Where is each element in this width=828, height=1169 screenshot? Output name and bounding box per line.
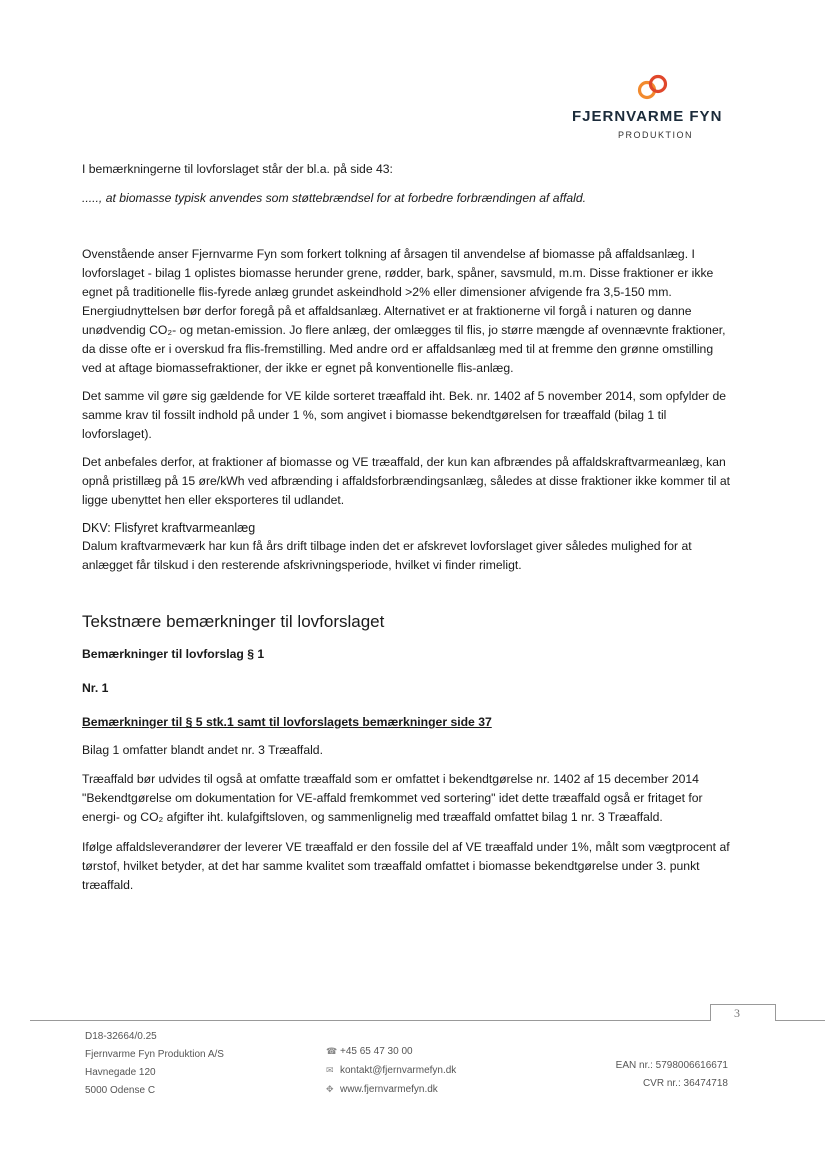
logo-brand: FJERNVARME FYN: [572, 108, 723, 125]
intro-text: I bemærkningerne til lovforslaget står der bl.a. på side 43:: [82, 162, 393, 176]
company-name: Fjernvarme Fyn Produktion A/S: [85, 1049, 224, 1060]
footer-divider: [30, 1020, 710, 1021]
paragraph-5: Træaffald bør udvides til også at omfatte træaffald som er omfattet i bekendtgørelse nr. 1402 af 15 december 2014 "Bekendtgørelse om dokumentation for VE-affald fremkommet ved sortering" idet dette træaffald også er fritaget for energi- og CO₂ afgifter iht. kulafgiftsloven, og sammenlignelig med træaffald omfattet bilag 1 nr. 3 Træaffald.: [82, 772, 703, 824]
section-title: Tekstnære bemærkninger til lovforslaget: [82, 612, 385, 631]
phone-icon: ☎: [326, 1046, 338, 1056]
dkv-paragraph: Dalum kraftvarmeværk har kun få års drift tilbage inden det er afskrevet lovforslaget giver således mulighed for at anlægget får tilskud i den resterende afskrivningsperiode, hvilket vi finder rimeligt.: [82, 539, 692, 572]
cvr-number: CVR nr.: 36474718: [642, 1078, 728, 1089]
website[interactable]: www.fjernvarmefyn.dk: [340, 1084, 438, 1095]
phone: +45 65 47 30 00: [340, 1046, 413, 1057]
footer-address: [85, 1028, 224, 1100]
paragraph-6: Ifølge affaldsleverandører der leverer VE træaffald er den fossile del af VE træaffald under 1%, målt som vægtprocent af tørstof, hvilket betyder, at det har samme kvalitet som træaffald omfattet i biomasse bekendtgørelse under 3. punkt træaffald.: [82, 840, 730, 892]
quote-text: ....., at biomasse typisk anvendes som støttebrændsel for at forbedre forbrændingen af affald.: [82, 191, 587, 205]
underlined-heading: Bemærkninger til § 5 stk.1 samt til lovforslagets bemærkninger side 37: [82, 715, 492, 729]
doc-id: D18-32664/0.25: [85, 1031, 157, 1042]
dkv-heading: DKV: Flisfyret kraftvarmeanlæg: [82, 521, 256, 535]
footer-contact: [326, 1042, 456, 1099]
paragraph-1: Ovenstående anser Fjernvarme Fyn som forkert tolkning af årsagen til anvendelse af biomasse på affaldsanlæg. I lovforslaget - bilag 1 oplistes biomasse herunder grene, rødder, bark, spåner, savsmuld, m.m. Disse fraktioner er ikke egnet på traditionelle flis-fyrede anlæg grundet askeindhold >2% eller dimensioner afvigende fra 3,5-150 mm. Energiudnyttelsen bør derfor foregå på et affaldsanlæg. Alternativet er at fraktionerne vil forgå i naturen og danne unødvendig CO₂- og metan-emission. Jo flere anlæg, der omlægges til flis, jo større mængde af ovennævnte fraktioner, da disse ofte er i overskud fra flis-fremstilling. Med andre ord er affaldsanlæg med til at fremme den grønne omstilling ved at aftage biomassefraktioner, der ikke er egnet på konventionelle flis-anlæg.: [82, 247, 726, 375]
paragraph-3: Det anbefales derfor, at fraktioner af biomasse og VE træaffald, der kun kan afbrændes på affaldskraftvarmeanlæg, kan opnå pristillæg på 15 øre/kWh ved afbrænding i affaldsforbrændingsanlæg, således at disse fraktioner ikke kommer til at ligge ubenyttet hen eller eksporteres til udlandet.: [82, 455, 731, 507]
paragraph-2: Det samme vil gøre sig gældende for VE kilde sorteret træaffald iht. Bek. nr. 1402 af 5 november 2014, som opfylder de samme krav til fossilt indhold på under 1 %, som angivet i biomasse bekendtgørelsen for træaffald (bilag 1 til lovforslaget).: [82, 389, 727, 441]
ean-number: EAN nr.: 5798006616671: [615, 1060, 728, 1071]
paragraph-4: Bilag 1 omfatter blandt andet nr. 3 Træaffald.: [82, 743, 323, 757]
city: 5000 Odense C: [85, 1085, 156, 1096]
footer-ids: [570, 1057, 728, 1093]
document-body: [82, 160, 732, 895]
subheading-remarks: Bemærkninger til lovforslag § 1: [82, 647, 265, 661]
page-number: 3: [734, 1006, 740, 1020]
logo-rings-icon: [636, 72, 670, 102]
footer-divider-right: [775, 1020, 825, 1021]
page-number-box: [710, 1004, 776, 1021]
email[interactable]: kontakt@fjernvarmefyn.dk: [340, 1065, 457, 1076]
subheading-nr: Nr. 1: [82, 681, 109, 695]
street: Havnegade 120: [85, 1067, 156, 1078]
logo-subtitle: PRODUKTION: [618, 130, 694, 140]
mail-icon: ✉: [326, 1065, 334, 1075]
web-icon: ✥: [326, 1084, 334, 1094]
